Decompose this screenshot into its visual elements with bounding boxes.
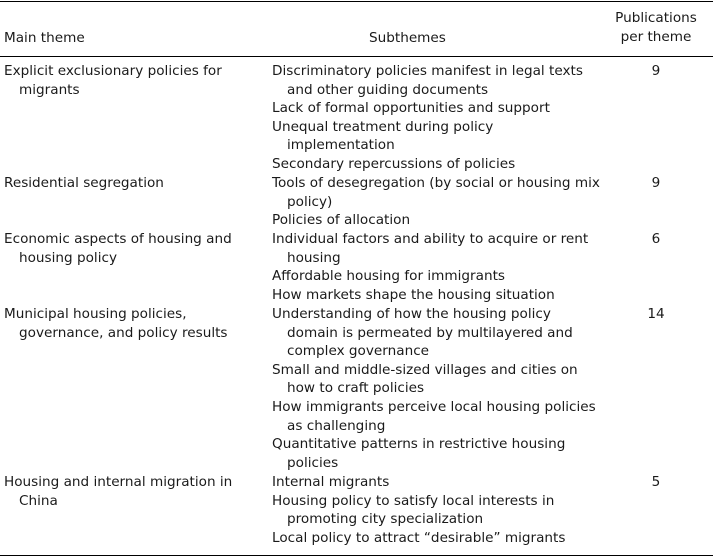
main-theme-cell: Housing and internal migration in China [4,474,233,509]
top-rule [0,1,713,2]
subtheme-item: Lack of formal opportunities and support [272,100,550,117]
main-theme-cell: Economic aspects of housing and housing policy [4,231,232,266]
subthemes-cell [272,62,602,174]
table-row [0,174,713,230]
subthemes-cell [272,473,602,547]
publication-count: 9 [651,175,661,191]
publication-count: 6 [651,231,661,247]
subtheme-item: Policies of allocation [272,212,411,229]
table-body [0,62,713,553]
subtheme-item: Internal migrants [272,474,390,490]
subtheme-item: Secondary repercussions of policies [272,155,516,172]
subtheme-item: Understanding of how the housing policy domain is permeated by multilayered and complex governance [272,306,573,360]
subtheme-item: Individual factors and ability to acquire or rent housing [272,231,589,266]
main-theme-cell: Explicit exclusionary policies for migrants [4,63,222,98]
table-row [0,473,713,553]
subtheme-item: Discriminatory policies manifest in legal texts and other guiding documents [272,63,583,98]
subtheme-item: Tools of desegregation (by social or housing mix policy) [272,175,600,210]
subtheme-item: How markets shape the housing situation [272,286,555,303]
subtheme-item: Local policy to attract “desirable” migrants [272,529,566,546]
subtheme-item: Quantitative patterns in restrictive housing policies [272,436,566,471]
subtheme-item: Small and middle-sized villages and cities on how to craft policies [272,361,578,397]
publication-count: 14 [647,306,665,322]
main-theme-cell: Residential segregation [4,175,164,191]
header-main-theme: Main theme [4,30,85,46]
publication-count: 9 [651,63,661,79]
table-row [0,305,713,473]
header-rule [0,56,713,57]
subtheme-item: Housing policy to satisfy local interests in promoting city specialization [272,492,555,528]
header-publications-line1: Publications [615,10,697,26]
header-publications-line2: per theme [620,29,692,45]
subtheme-item: Affordable housing for immigrants [272,268,505,285]
table-row [0,230,713,305]
header-publications [604,9,708,47]
header-subthemes: Subthemes [369,30,446,46]
table-row [0,62,713,174]
subthemes-cell [272,305,602,472]
publication-count: 5 [651,474,661,490]
subtheme-item: Unequal treatment during policy implementation [272,118,494,154]
subtheme-item: How immigrants perceive local housing policies as challenging [272,398,596,434]
subthemes-cell [272,230,602,304]
main-theme-cell: Municipal housing policies, governance, and policy results [4,306,228,341]
subthemes-cell [272,174,602,230]
bottom-rule [0,555,713,556]
